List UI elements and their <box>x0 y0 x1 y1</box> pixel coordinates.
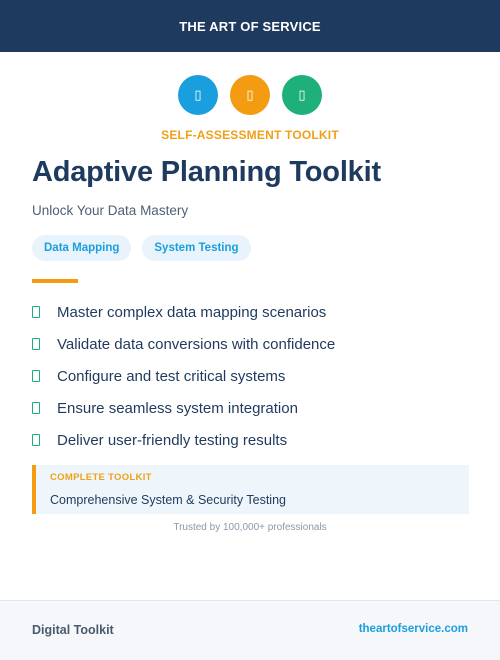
footer-label: Digital Toolkit <box>32 623 114 637</box>
trust-note: Trusted by 100,000+ professionals <box>173 522 327 533</box>
tag-list <box>32 235 251 261</box>
check-icon <box>32 370 40 382</box>
list-item-text: Ensure seamless system integration <box>57 399 298 417</box>
accent-divider <box>32 279 78 283</box>
list-item-text: Deliver user-friendly testing results <box>57 431 288 449</box>
toolkit-callout <box>32 465 469 514</box>
list-item-text: Validate data conversions with confidence <box>57 335 336 353</box>
icon-row <box>0 75 500 115</box>
list-item-text: Configure and test critical systems <box>57 367 286 385</box>
check-icon <box>32 338 40 350</box>
tag-data-mapping: Data Mapping <box>32 235 131 261</box>
eyebrow-label: SELF-ASSESSMENT TOOLKIT <box>161 128 339 142</box>
check-icon <box>32 434 40 446</box>
list-item-text: Master complex data mapping scenarios <box>57 303 327 321</box>
check-icon <box>32 402 40 414</box>
list-item <box>32 296 335 328</box>
list-item <box>32 360 335 392</box>
page-subtitle: Unlock Your Data Mastery <box>32 203 189 218</box>
page-title: Adaptive Planning Toolkit <box>32 156 381 188</box>
list-item <box>32 392 335 424</box>
blue-badge-icon: ▯ <box>178 75 218 115</box>
top-banner <box>0 0 500 52</box>
callout-text: Comprehensive System & Security Testing <box>50 493 286 507</box>
check-icon <box>32 306 40 318</box>
green-badge-icon: ▯ <box>282 75 322 115</box>
list-item <box>32 424 335 456</box>
orange-badge-icon: ▯ <box>230 75 270 115</box>
footer <box>0 600 500 660</box>
website-link[interactable]: theartofservice.com <box>358 623 468 635</box>
brand-name: THE ART OF SERVICE <box>179 18 321 34</box>
feature-list <box>32 296 335 456</box>
list-item <box>32 328 335 360</box>
callout-label: COMPLETE TOOLKIT <box>50 472 152 483</box>
tag-system-testing: System Testing <box>142 235 250 261</box>
